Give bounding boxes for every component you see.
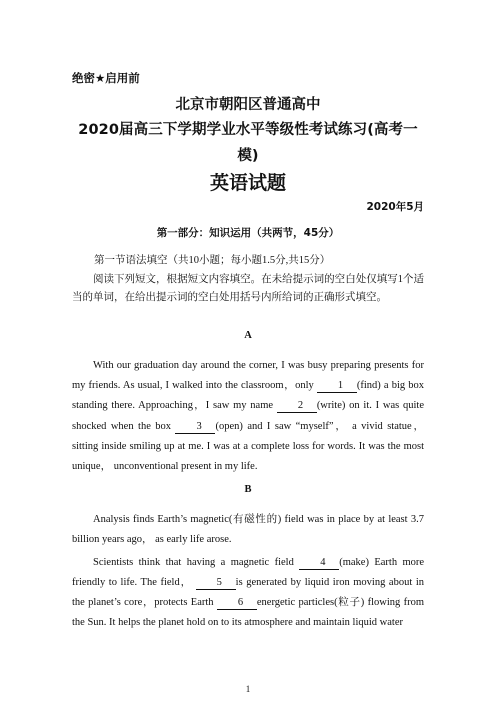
- passage-a-text-4: (open) and I saw “myself”， a vivid statue， sitting inside smiling up at me. I was at a complete loss for words. It was the most unique， unconventional present in my life.: [72, 420, 424, 473]
- page-number: 1: [245, 684, 251, 694]
- instructions: 阅读下列短文，根据短文内容填空。在未给提示词的空白处仅填写1个适当的单词，在给出提示词的空白处用括号内所给词的正确形式填空。: [72, 274, 424, 303]
- passage-b-text-1: Scientists think that having a magnetic field: [93, 557, 294, 568]
- passage-a-heading: A: [244, 330, 252, 341]
- blank-6: 6: [217, 597, 257, 610]
- blank-3: 3: [175, 421, 215, 434]
- passage-b-text-4: energetic particles(粒子) flowing from the Sun. It helps the planet hold on to its atmosphere and maintain liquid water: [72, 597, 425, 628]
- blank-5: 5: [196, 577, 236, 590]
- part1-title: 第一部分：知识运用（共两节，45分）: [156, 227, 340, 239]
- passage-a-text-2: (find) a big box standing there. Approaching，I saw my name: [72, 380, 424, 412]
- passage-b-paragraph-2: [72, 553, 424, 633]
- blank-4: 4: [299, 557, 339, 570]
- section1-title: 第一节语法填空（共10小题；每小题1.5分,共15分）: [94, 255, 331, 266]
- passage-a-text-1: With our graduation day around the corner, I was busy preparing presents for my friends. As usual, I walked into the classroom，only: [72, 360, 424, 392]
- passage-b-heading: B: [244, 484, 252, 495]
- passage-b-text-2: (make) Earth more friendly to life. The field，: [72, 557, 425, 588]
- blank-1: 1: [317, 380, 357, 393]
- exam-title-line2: 模): [237, 148, 259, 164]
- exam-date: 2020年5月: [366, 201, 424, 213]
- passage-a-text-3: (write) on it. I was quite shocked when the box: [72, 400, 424, 432]
- subject-title: 英语试题: [209, 172, 286, 194]
- confidential-mark: 绝密★启用前: [72, 71, 140, 85]
- passage-b-text-3: is generated by liquid iron moving about in the planet’s core，protects Earth: [72, 577, 424, 608]
- school-title: 北京市朝阳区普通高中: [175, 97, 321, 113]
- blank-2: 2: [277, 400, 317, 413]
- passage-a-text: [72, 356, 424, 477]
- exam-title-line1: 2020届高三下学期学业水平等级性考试练习(高考一: [78, 122, 418, 138]
- passage-b-paragraph-1: Analysis finds Earth’s magnetic(有磁性的) field was in place by at least 3.7 billion years ago， as early life arose.: [72, 514, 424, 545]
